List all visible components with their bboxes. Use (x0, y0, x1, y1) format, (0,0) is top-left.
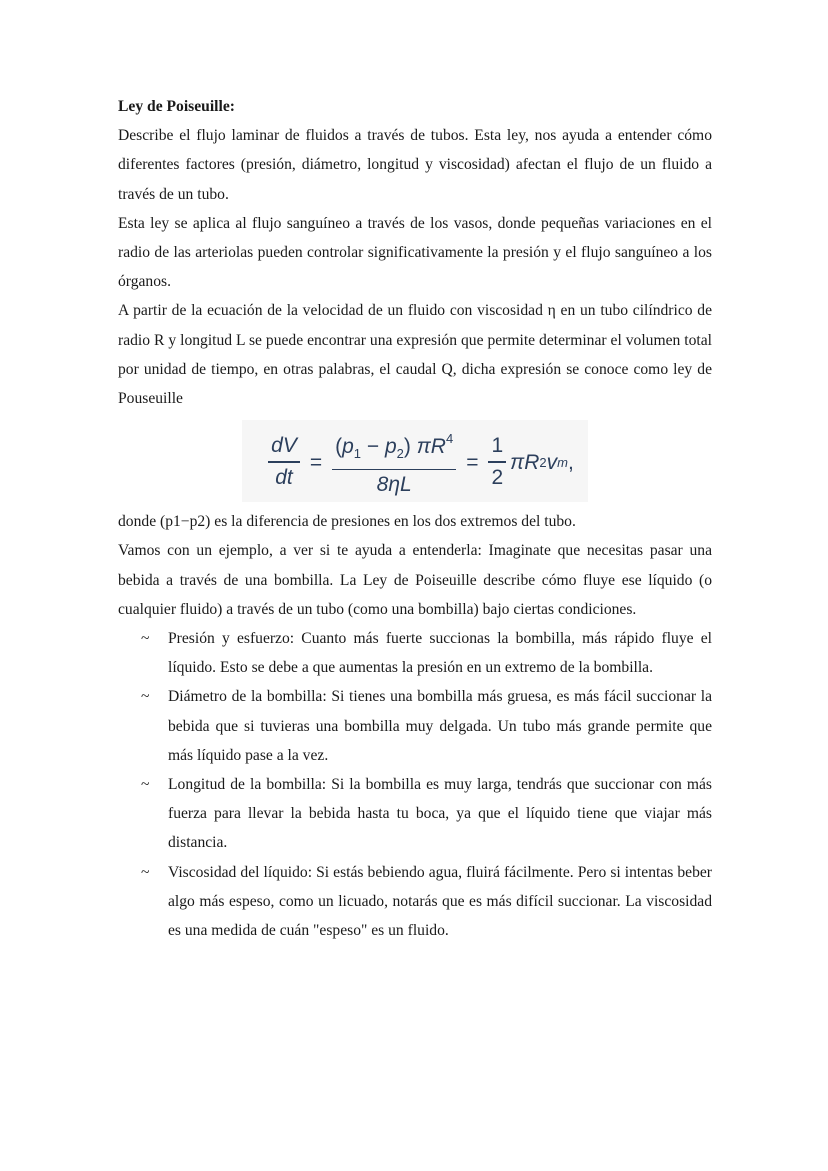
rhs-r-symbol: R (524, 450, 540, 474)
lhs-numerator: dV (271, 434, 297, 458)
tilde-bullet-icon: ~ (141, 776, 150, 794)
list-item (118, 770, 712, 858)
pi-symbol: π (410, 434, 431, 458)
equals-sign: = (309, 450, 323, 474)
lhs-denominator: dt (275, 465, 293, 489)
p1-subscript: 1 (353, 445, 362, 461)
tilde-bullet-icon: ~ (141, 688, 150, 706)
equals-sign: = (466, 450, 479, 474)
minus-sign: − (361, 434, 385, 458)
paragraph-example: Vamos con un ejemplo, a ver si te ayuda a entenderla: Imaginate que necesitas pasar una bebida a través de una bombilla. La Ley de Poiseuille describe cómo fluye ese líquido (o cualquier fluido) a través de un tubo (como una bombilla) bajo ciertas condiciones. (118, 542, 712, 618)
list-item-text: Viscosidad del líquido: Si estás bebiendo agua, fluirá fácilmente. Pero si intentas beber algo más espeso, como un licuado, notarás que es más difícil succionar. La viscosidad es una medida de cuán "espeso" es un fluido. (168, 863, 712, 940)
rhs-v-subscript: m (557, 454, 568, 470)
list-item-text: Diámetro de la bombilla: Si tienes una bombilla más gruesa, es más fácil succionar la bebida que si tuvieras una bombilla muy delgada. Un tubo más grande permite que más líquido pase a la vez. (168, 688, 712, 764)
paragraph-definition: Describe el flujo laminar de fluidos a través de tubos. Esta ley, nos ayuda a entender cómo diferentes factores (presión, diámetro, longitud y viscosidad) afectan el flujo de un fluido a través de un tubo. (118, 127, 712, 203)
poiseuille-formula (242, 420, 588, 503)
rhs-pi-symbol: π (510, 450, 525, 474)
formula-container (118, 417, 712, 505)
middle-fraction (332, 426, 456, 499)
lhs-fraction (268, 433, 300, 491)
middle-numerator (332, 426, 456, 469)
paragraph-blood-flow: Esta ley se aplica al flujo sanguíneo a través de los vasos, donde pequeñas variaciones en el radio de las arteriolas pueden controlar significativamente la presión y el flujo sanguíneo a los órganos. (118, 214, 712, 291)
half-denominator: 2 (491, 465, 504, 489)
rhs-v-symbol: v (546, 450, 558, 474)
rhs-r-exponent: 2 (539, 454, 547, 470)
p2-subscript: 2 (396, 445, 404, 461)
middle-denominator: 8ηL (376, 473, 412, 497)
list-item (118, 624, 712, 682)
paren-close: ) (403, 434, 411, 458)
paragraph-pressure-diff: donde (p1−p2) es la diferencia de presiones en los dos extremos del tubo. (118, 513, 576, 531)
half-fraction (488, 433, 506, 491)
list-item (118, 858, 712, 946)
section-heading: Ley de Poiseuille: (118, 98, 235, 115)
p2-symbol: p (384, 434, 397, 458)
paragraph-derivation: A partir de la ecuación de la velocidad de un fluido con viscosidad η en un tubo cilíndrico de radio R y longitud L se puede encontrar una expresión que permite determinar el volumen total por unidad de tiempo, en otras palabras, el caudal Q, dicha expresión se conoce como ley de Pouseuille (118, 302, 712, 408)
list-item-text: Longitud de la bombilla: Si la bombilla es muy larga, tendrás que succionar con más fuerza para llevar la bebida hasta tu boca, ya que el líquido tiene que viajar más distancia. (168, 776, 712, 852)
r-symbol: R (430, 434, 446, 458)
paren-open: ( (335, 434, 343, 458)
rhs-comma: , (567, 450, 574, 474)
half-numerator: 1 (491, 434, 504, 458)
list-item-text: Presión y esfuerzo: Cuanto más fuerte succionas la bombilla, más rápido fluye el líquido. Esto se debe a que aumentas la presión en un extremo de la bombilla. (168, 630, 712, 677)
list-item (118, 682, 712, 770)
p1-symbol: p (342, 434, 354, 458)
document-page (118, 92, 712, 945)
factors-list (118, 624, 712, 945)
r-exponent: 4 (445, 430, 454, 446)
tilde-bullet-icon: ~ (141, 630, 150, 648)
tilde-bullet-icon: ~ (141, 863, 150, 881)
